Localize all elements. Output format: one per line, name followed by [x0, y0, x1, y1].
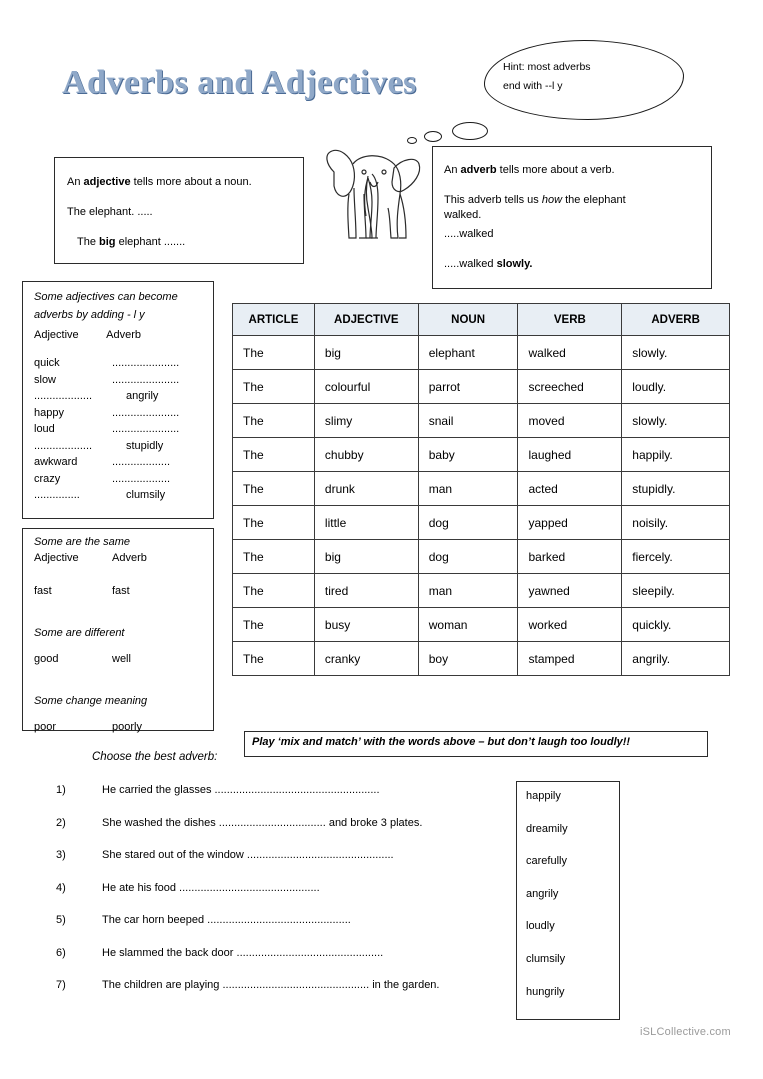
column-header-adverb: ADVERB: [622, 304, 730, 336]
pair-adverb[interactable]: ...................: [112, 472, 171, 485]
special-col-b: Adverb: [112, 552, 147, 564]
pair-adjective: quick: [34, 357, 60, 369]
cell-adjective: little: [314, 506, 418, 540]
adv-l2-a: This adverb tells us: [444, 194, 542, 206]
table-row: [233, 574, 730, 608]
word-bank-item[interactable]: angrily: [526, 887, 559, 900]
question-number: 2): [56, 816, 66, 829]
question-text[interactable]: She stared out of the window ................................................: [102, 849, 394, 861]
bubble-tail-dot-large: [452, 122, 488, 140]
pair-adjective: crazy: [34, 472, 61, 485]
cell-noun: dog: [418, 540, 518, 574]
pair-adjective: happy: [34, 406, 64, 419]
special-adverb: fast: [112, 585, 130, 597]
site-credit: iSLCollective.com: [640, 1026, 731, 1038]
cell-verb: acted: [518, 472, 622, 506]
pair-adjective[interactable]: ...................: [34, 439, 93, 452]
word-bank-list: [526, 790, 616, 1018]
list-item: [34, 390, 206, 407]
list-item: [56, 882, 506, 915]
cell-adjective: slimy: [314, 404, 418, 438]
question-number: 4): [56, 881, 66, 894]
cell-noun: boy: [418, 642, 518, 676]
page-title: Adverbs and Adjectives: [62, 64, 417, 101]
cell-noun: parrot: [418, 370, 518, 404]
word-bank-item[interactable]: hungrily: [526, 985, 565, 998]
table-row: [233, 642, 730, 676]
list-item: [56, 817, 506, 850]
adverb-def-line-2: [444, 193, 626, 208]
cell-article: The: [233, 506, 315, 540]
bubble-tail-dot-medium: [424, 131, 442, 142]
adj-adv-col-a: Adjective: [34, 329, 79, 341]
special-adjective: fast: [34, 585, 52, 597]
adjective-def-line-1: [67, 176, 252, 188]
special-cases-list: [34, 536, 206, 751]
special-col-a: Adjective: [34, 552, 79, 564]
special-adjective: good: [34, 653, 59, 665]
table-row: [233, 370, 730, 404]
pair-adverb[interactable]: ......................: [112, 373, 180, 386]
question-text[interactable]: He carried the glasses ......................................................: [102, 784, 380, 796]
pair-adverb[interactable]: ......................: [112, 357, 180, 369]
cell-verb: yapped: [518, 506, 622, 540]
cell-verb: yawned: [518, 574, 622, 608]
cell-adjective: tired: [314, 574, 418, 608]
list-item: [34, 573, 206, 619]
adj-adv-col-b: Adverb: [106, 329, 142, 341]
hint-line-1: Hint: most adverbs: [503, 61, 591, 73]
cell-adverb: noisily.: [622, 506, 730, 540]
pair-adjective: slow: [34, 373, 57, 386]
adj-ex2-bold: big: [99, 236, 116, 248]
adverb-example-2: [444, 257, 532, 272]
cell-article: The: [233, 608, 315, 642]
adv-ex2-bold: slowly.: [496, 258, 533, 270]
pair-adverb: clumsily: [126, 489, 166, 501]
list-item: [34, 489, 206, 506]
list-item: [34, 374, 206, 391]
cell-noun: baby: [418, 438, 518, 472]
cell-noun: woman: [418, 608, 518, 642]
sentence-parts-table: [232, 303, 730, 676]
pair-adjective: loud: [34, 423, 55, 435]
exercise-instruction: Choose the best adverb:: [92, 751, 218, 763]
table-header-row: [233, 304, 730, 336]
table-row: [233, 540, 730, 574]
cell-adjective: drunk: [314, 472, 418, 506]
list-item: [56, 849, 506, 882]
table-row: [233, 472, 730, 506]
adj-adv-heading-1: Some adjectives can become: [34, 291, 178, 303]
pair-adjective[interactable]: ...................: [34, 390, 93, 402]
column-header-article: ARTICLE: [233, 304, 315, 336]
adverb-def-line-1: [444, 163, 615, 178]
list-item: [56, 979, 506, 1012]
list-item: [34, 643, 206, 687]
list-item: [56, 947, 506, 980]
adjective-definition-box: [54, 157, 304, 264]
question-number: 1): [56, 784, 66, 796]
cell-article: The: [233, 336, 315, 370]
adj-ex2-post: elephant .......: [115, 236, 186, 248]
question-text[interactable]: He ate his food ..............................................: [102, 881, 320, 894]
pair-adverb[interactable]: ...................: [112, 456, 171, 468]
list-item: [34, 407, 206, 424]
table-row: [233, 404, 730, 438]
list-item: [34, 440, 206, 457]
adjective-example-1: The elephant. .....: [67, 206, 153, 218]
adjective-example-2: [77, 236, 185, 248]
word-bank-item[interactable]: clumsily: [526, 952, 566, 965]
cell-noun: dog: [418, 506, 518, 540]
elephant-illustration: [320, 142, 428, 264]
column-header-adjective: ADJECTIVE: [314, 304, 418, 336]
pair-adverb: angrily: [126, 390, 159, 402]
cell-adverb: angrily.: [622, 642, 730, 676]
question-number: 3): [56, 849, 66, 861]
adverb-definition-box: [432, 146, 712, 289]
hint-line-2: end with --l y: [503, 80, 563, 92]
cell-adverb: slowly.: [622, 336, 730, 370]
pair-adjective[interactable]: ...............: [34, 489, 80, 501]
cell-adverb: happily.: [622, 438, 730, 472]
table-row: [233, 438, 730, 472]
special-adverb: well: [112, 653, 131, 665]
list-item: [34, 473, 206, 490]
cell-adjective: colourful: [314, 370, 418, 404]
list-item: [56, 784, 506, 817]
table-row: [233, 506, 730, 540]
pair-adverb: stupidly: [126, 439, 164, 452]
cell-verb: worked: [518, 608, 622, 642]
question-text[interactable]: The children are playing ................................................ in the garden.: [102, 979, 440, 991]
cell-verb: moved: [518, 404, 622, 438]
cell-article: The: [233, 574, 315, 608]
special-adjective: poor: [34, 721, 57, 733]
word-bank-item[interactable]: happily: [526, 790, 561, 802]
list-item: [34, 423, 206, 440]
question-text[interactable]: The car horn beeped ...............................................: [102, 914, 351, 926]
cell-article: The: [233, 540, 315, 574]
column-header-verb: VERB: [518, 304, 622, 336]
adv-def-post: tells more about a verb.: [496, 164, 615, 176]
cell-adjective: big: [314, 540, 418, 574]
cell-adjective: chubby: [314, 438, 418, 472]
adv-def-pre: An: [444, 164, 461, 176]
cell-article: The: [233, 438, 315, 472]
cell-article: The: [233, 642, 315, 676]
exercise-question-list: [56, 784, 506, 1012]
pair-adverb[interactable]: ......................: [112, 423, 180, 435]
cell-adverb: stupidly.: [622, 472, 730, 506]
cell-noun: elephant: [418, 336, 518, 370]
cell-verb: laughed: [518, 438, 622, 472]
cell-adjective: big: [314, 336, 418, 370]
adj-adv-heading-2: adverbs by adding - l y: [34, 309, 145, 321]
cell-verb: stamped: [518, 642, 622, 676]
cell-adjective: busy: [314, 608, 418, 642]
cell-verb: barked: [518, 540, 622, 574]
special-adverb: poorly: [112, 721, 142, 733]
cell-adjective: cranky: [314, 642, 418, 676]
word-bank-item[interactable]: carefully: [526, 855, 567, 868]
adj-adv-column-headers: [34, 329, 141, 341]
word-bank-item[interactable]: loudly: [526, 920, 555, 933]
cell-noun: man: [418, 472, 518, 506]
cell-article: The: [233, 370, 315, 404]
table-row: [233, 336, 730, 370]
adv-l2-b: the elephant: [562, 194, 626, 206]
list-item: [56, 914, 506, 947]
cell-article: The: [233, 472, 315, 506]
cell-verb: walked: [518, 336, 622, 370]
adj-def-post: tells more about a noun.: [130, 176, 252, 188]
adj-adv-pair-list: [34, 357, 206, 506]
adj-ex2-pre: The: [77, 236, 100, 248]
special-heading-meaning: Some change meaning: [34, 695, 148, 707]
question-number: 5): [56, 914, 66, 926]
special-cases-box: [22, 528, 214, 731]
question-number: 7): [56, 979, 66, 991]
table-row: [233, 608, 730, 642]
question-text[interactable]: He slammed the back door ................................................: [102, 946, 384, 959]
adverb-example-1: .....walked: [444, 228, 494, 240]
pair-adjective: awkward: [34, 456, 78, 468]
adjective-to-adverb-box: [22, 281, 214, 519]
list-item: [34, 456, 206, 473]
cell-noun: man: [418, 574, 518, 608]
hint-text: [503, 58, 673, 96]
question-text[interactable]: She washed the dishes ................................... and broke 3 plates.: [102, 816, 423, 829]
cell-noun: snail: [418, 404, 518, 438]
pair-adverb[interactable]: ......................: [112, 406, 180, 419]
special-heading-same: Some are the same: [34, 536, 130, 548]
adv-l2-italic: how: [541, 194, 563, 206]
cell-verb: screeched: [518, 370, 622, 404]
question-number: 6): [56, 946, 66, 959]
special-column-headers: [34, 552, 206, 573]
adv-def-bold: adverb: [460, 164, 497, 176]
adverb-def-line-3: walked.: [444, 209, 482, 221]
play-note-text: Play ‘mix and match’ with the words above – but don’t laugh too loudly!!: [252, 736, 631, 748]
cell-article: The: [233, 404, 315, 438]
list-item: [34, 711, 206, 751]
adj-def-pre: An: [67, 176, 84, 188]
adv-ex2-pre: .....walked: [444, 258, 497, 270]
special-heading-different: Some are different: [34, 627, 125, 639]
adj-def-bold: adjective: [83, 176, 131, 188]
cell-adverb: sleepily.: [622, 574, 730, 608]
cell-adverb: slowly.: [622, 404, 730, 438]
column-header-noun: NOUN: [418, 304, 518, 336]
cell-adverb: loudly.: [622, 370, 730, 404]
word-bank-item[interactable]: dreamily: [526, 822, 568, 835]
cell-adverb: quickly.: [622, 608, 730, 642]
cell-adverb: fiercely.: [622, 540, 730, 574]
list-item: [34, 357, 206, 374]
